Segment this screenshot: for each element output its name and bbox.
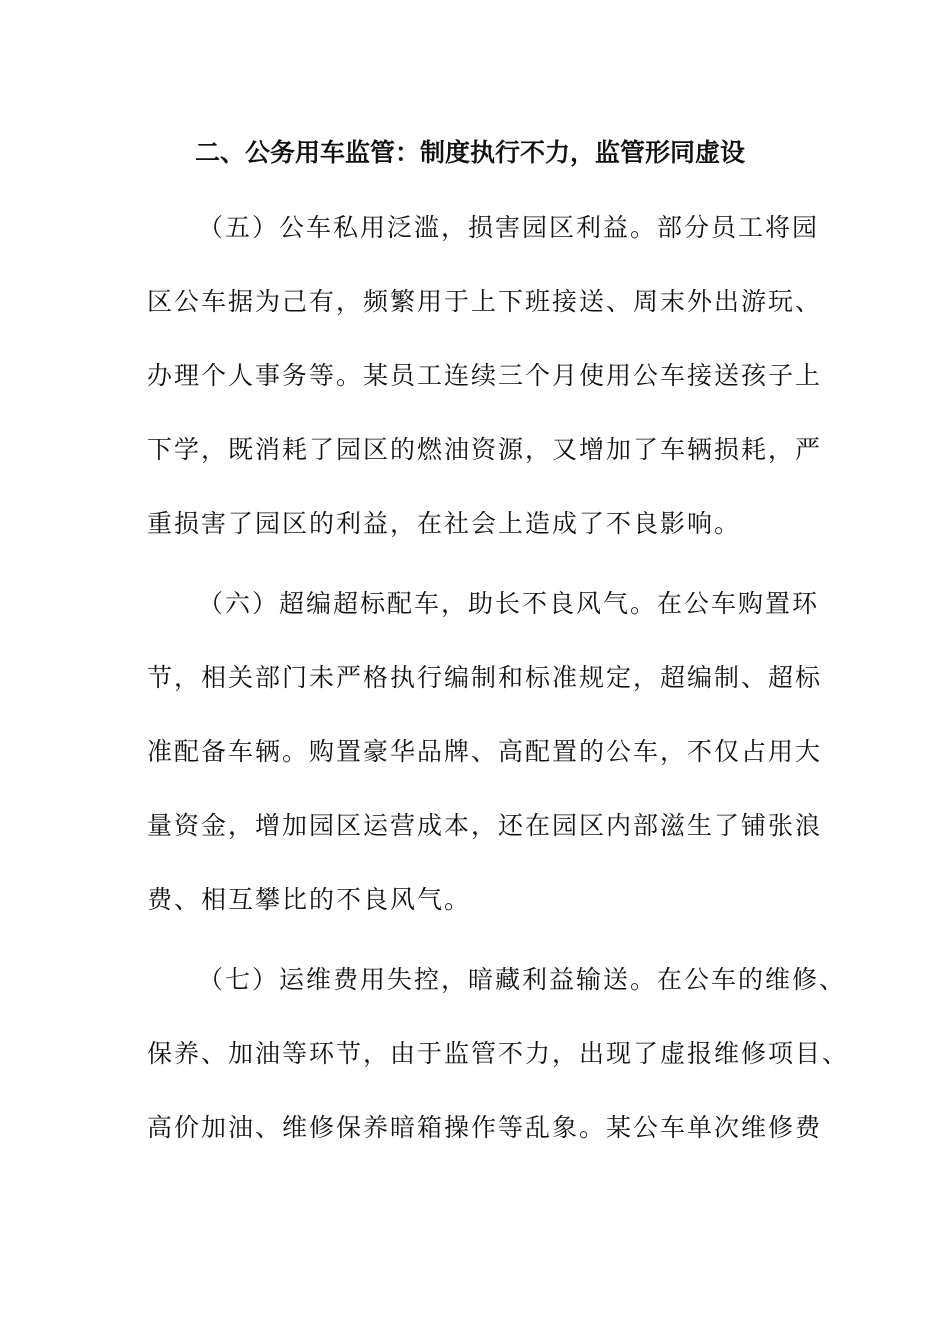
paragraph-line: （七）运维费用失控，暗藏利益输送。在公车的维修、 <box>198 965 847 994</box>
paragraph-line: 保养、加油等环节，由于监管不力，出现了虚报维修项目、 <box>147 1039 850 1068</box>
paragraph-line: 量资金，增加园区运营成本，还在园区内部滋生了铺张浪 <box>147 811 823 840</box>
paragraph-line: （五）公车私用泛滥，损害园区利益。部分员工将园 <box>198 213 820 242</box>
paragraph-line: 准配备车辆。购置豪华品牌、高配置的公车，不仅占用大 <box>147 737 823 766</box>
paragraph-line: 节，相关部门未严格执行编制和标准规定，超编制、超标 <box>147 663 823 692</box>
paragraph-line: 区公车据为己有，频繁用于上下班接送、周末外出游玩、 <box>147 287 823 316</box>
paragraph-line: 下学，既消耗了园区的燃油资源，又增加了车辆损耗，严 <box>147 435 823 464</box>
section-heading: 二、公务用车监管：制度执行不力，监管形同虚设 <box>195 138 746 167</box>
paragraph-line: 重损害了园区的利益，在社会上造成了不良影响。 <box>147 509 742 538</box>
paragraph-line: 办理个人事务等。某员工连续三个月使用公车接送孩子上 <box>147 361 823 390</box>
paragraph-line: （六）超编超标配车，助长不良风气。在公车购置环 <box>198 589 820 618</box>
paragraph-line: 高价加油、维修保养暗箱操作等乱象。某公车单次维修费 <box>147 1113 823 1142</box>
paragraph-line: 费、相互攀比的不良风气。 <box>147 885 472 914</box>
